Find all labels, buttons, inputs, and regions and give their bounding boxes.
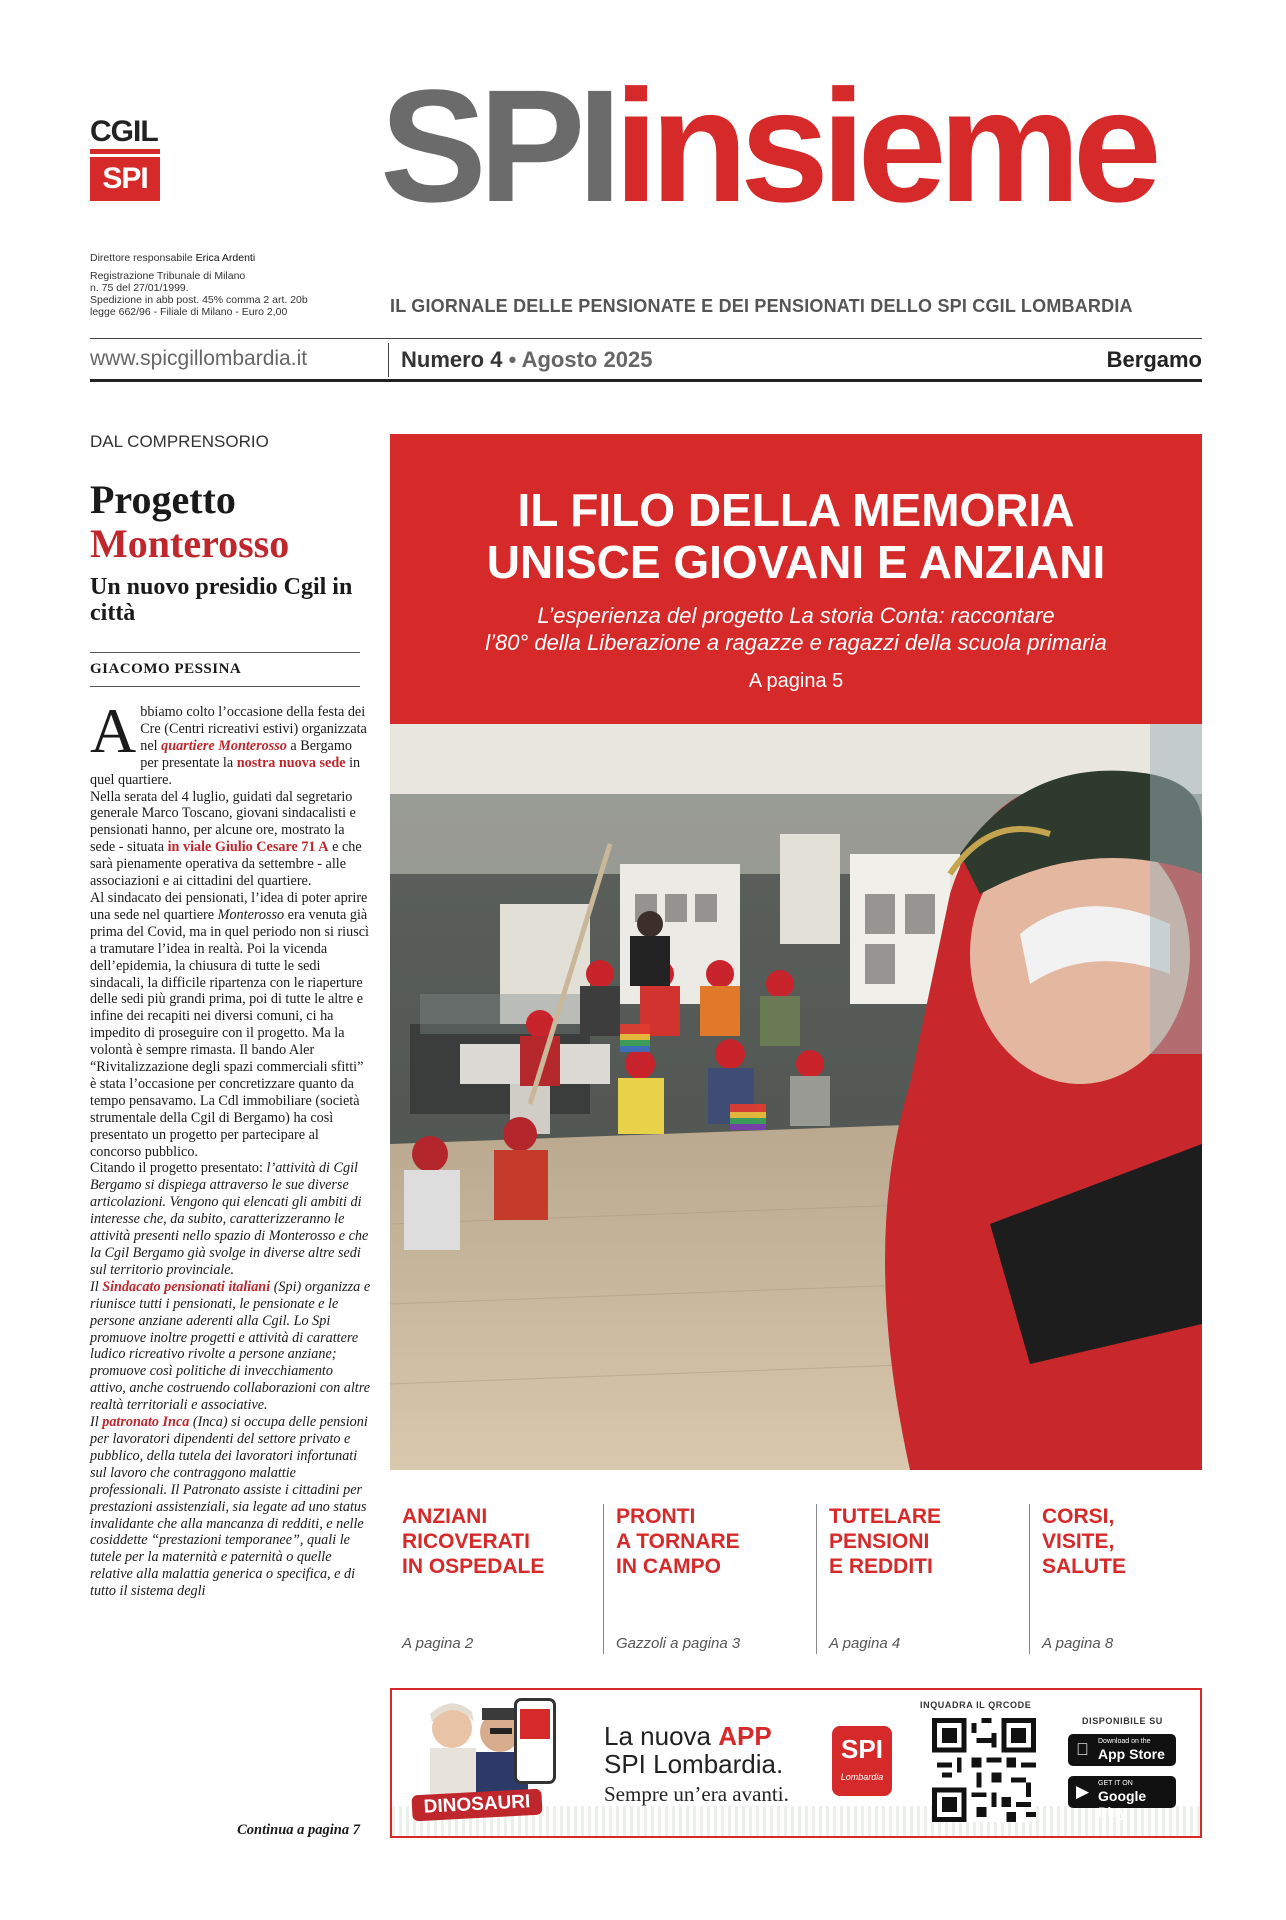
banner-slogan: Sempre un’era avanti. (604, 1782, 789, 1806)
teaser-row (390, 1504, 1202, 1654)
lead-title (390, 484, 1202, 588)
phone-screen (520, 1709, 550, 1739)
imprint (90, 252, 330, 318)
app-store-small: Download on the (1098, 1738, 1151, 1745)
imprint-line: legge 662/96 - Filiale di Milano - Euro 2,00 (90, 306, 288, 318)
play-icon: ▶ (1076, 1782, 1090, 1801)
teaser-page-ref: A pagina 2 (402, 1635, 474, 1652)
text-run: Al sindacato dei pensionati, l’idea di poter aprire una sede nel quartiere (90, 889, 368, 923)
teaser-title-line: ANZIANI (402, 1505, 488, 1528)
article-title-line1: Progetto (90, 477, 236, 522)
google-play-label: Google Play (1098, 1788, 1147, 1820)
teaser-item[interactable] (1029, 1504, 1232, 1654)
teaser-item[interactable] (816, 1504, 1019, 1654)
lead-story-box[interactable] (390, 434, 1202, 724)
banner-line1: La nuova (604, 1721, 719, 1751)
article-body (90, 695, 372, 1600)
masthead-title-spi: SPI (380, 56, 614, 235)
text-run: Citando il progetto presentato: (90, 1160, 267, 1177)
teaser-title-line: PRONTI (616, 1505, 696, 1528)
app-banner[interactable] (390, 1688, 1202, 1838)
teaser-page-ref: A pagina 4 (829, 1635, 901, 1652)
qr-label: INQUADRA IL QRCODE (920, 1700, 1032, 1710)
website-link[interactable]: www.spicgillombardia.it (90, 347, 308, 370)
issue-number: Numero 4 (401, 347, 503, 372)
highlight-link: patronato Inca (102, 1414, 190, 1431)
text-run-italic: (Spi) organizza e riunisce tutti i pensionati, le pensionate e le persone anziane aderenti alla Cgil. Lo Spi promuove inoltre progetti e attività di carattere ludico ricreativo rivolte a persone anziane; promuove così politiche di invecchiamento attivo, anche costruendo collaborazioni con altre realtà territoriali e associative. (90, 1278, 371, 1414)
article-subtitle: Un nuovo presidio Cgil in città (90, 574, 353, 626)
highlight-link: Sindacato pensionati italiani (102, 1278, 271, 1295)
lead-title-line: IL FILO DELLA MEMORIA (517, 484, 1075, 536)
teaser-page-ref: Gazzoli a pagina 3 (616, 1635, 741, 1652)
lead-deck (390, 602, 1202, 656)
phone-illustration (514, 1698, 556, 1784)
banner-line2: SPI Lombardia. (604, 1749, 784, 1779)
lead-deck-line: l’80° della Liberazione a ragazze e ragazzi della scuola primaria (485, 630, 1107, 655)
article-paragraph (90, 1414, 372, 1600)
teaser-title-line: PENSIONI (829, 1530, 930, 1553)
issue-info (388, 343, 652, 377)
text-run: era venuta già prima del Covid, ma in quel periodo non si riuscì a tramutare l’idea in realtà. Poi la vicenda dell’epidemia, la chiusura di tutte le sedi sindacali, la difficile ripartenza con le riaperture delle sedi più grandi prima, poi di tutte le altre e infine dei recapiti nei diversi comuni, ci ha impedito di proseguire con il progetto. Ma la volontà è sempre rimasta. Il bando Aler “Rivitalizzazione degli spazi commerciali sfitti” è stata l’occasione per concretizzare quanto da tempo pensavamo. La Cdl immobiliare (società strumentale della Cgil di Bergamo) ha così presentato un progetto per partecipare al concorso pubblico. (90, 906, 369, 1160)
qr-code[interactable] (932, 1718, 1036, 1822)
masthead-title-insieme: insieme (613, 56, 1154, 235)
director-label: Direttore responsabile (90, 252, 193, 264)
text-run-italic: Il (90, 1278, 103, 1295)
article-paragraph (90, 695, 372, 789)
issue-separator: • (508, 347, 517, 372)
imprint-line: Registrazione Tribunale di Milano (90, 270, 246, 282)
teaser-title-line: E REDDITI (829, 1555, 933, 1578)
lead-page-ref: A pagina 5 (748, 670, 844, 692)
text-run-italic: (Inca) si occupa delle pensioni per lavoratori dipendenti del settore privato e pubblico, della tutela dei lavoratori infortunati sul lavoro che contraggono malattie professionali. Il Patronato assiste i cittadini per prestazioni assistenziali, sia legate ad uno status invalidante che alla mancanza di redditi, e nelle cosiddette “prestazioni temporanee”, quali le tutele per la maternità e paternità o quelle relative alla malattia generica o specifica, e di tutto il sistema degli (90, 1414, 368, 1600)
article-paragraph (90, 1160, 372, 1278)
issue-bar (90, 338, 1202, 382)
lead-deck-line: L’esperienza del progetto La storia Conta: raccontare (537, 603, 1055, 628)
apple-icon (1076, 1740, 1089, 1760)
teaser-title (402, 1504, 593, 1579)
text-run-italic: Monterosso (217, 906, 285, 923)
imprint-line: Spedizione in abb post. 45% comma 2 art. 20b (90, 294, 308, 306)
teaser-item[interactable] (603, 1504, 806, 1654)
banner-app-word: APP (718, 1721, 772, 1751)
imprint-line: n. 75 del 27/01/1999. (90, 282, 189, 294)
available-on-label: DISPONIBILE SU (1082, 1716, 1163, 1726)
article-title (90, 478, 380, 566)
teaser-title-line: IN OSPEDALE (402, 1555, 545, 1578)
highlight-link: nostra nuova sede (236, 754, 346, 771)
logo-spi-text: SPI (90, 157, 160, 201)
teaser-title-line: CORSI, (1042, 1505, 1115, 1528)
edition-city: Bergamo (1106, 347, 1202, 372)
teaser-item[interactable] (390, 1504, 593, 1654)
museum-scene-image (390, 724, 1202, 1470)
teaser-title-line: A TORNARE (616, 1530, 740, 1553)
spi-lombardia-logo (832, 1726, 892, 1796)
teaser-title (829, 1504, 1019, 1579)
tagline: IL GIORNALE DELLE PENSIONATE E DEI PENSIONATI DELLO SPI CGIL LOMBARDIA (390, 296, 1133, 316)
teaser-title (616, 1504, 806, 1579)
spi-logo-text: SPI (841, 1734, 883, 1764)
teaser-title-line: TUTELARE (829, 1505, 941, 1528)
highlight-link: quartiere Monterosso (161, 737, 287, 754)
article-paragraph (90, 890, 372, 1161)
lead-title-line: UNISCE GIOVANI E ANZIANI (486, 536, 1106, 588)
dropcap: A (90, 695, 137, 766)
lead-photo (390, 724, 1202, 1470)
text-run: a Bergamo per presentate la (140, 737, 352, 771)
director-line (90, 252, 330, 264)
teaser-title (1042, 1504, 1232, 1579)
spi-logo-sub: Lombardia (840, 1772, 884, 1782)
text-run: bbiamo colto l’occasione della festa dei Cre (Centri ricreativi estivi) organizzata nel (140, 704, 367, 754)
app-store-button[interactable] (1068, 1734, 1176, 1766)
banner-text (604, 1722, 789, 1808)
article-paragraph (90, 1279, 372, 1414)
google-play-button[interactable] (1068, 1776, 1176, 1820)
article-byline: GIACOMO PESSINA (90, 652, 360, 687)
teaser-page-ref: A pagina 8 (1042, 1635, 1114, 1652)
masthead-title (380, 56, 1154, 235)
teaser-title-line: SALUTE (1042, 1555, 1126, 1578)
app-store-label: App Store (1098, 1746, 1165, 1762)
issue-date: Agosto 2025 (521, 347, 653, 372)
text-run-italic: l’attività di Cgil Bergamo si dispiega attraverso le sue diverse articolazioni. Vengono qui elencati gli ambiti di interesse che, da subito, caratterizzeranno le attività presenti nello spazio di Monterosso e che la Cgil Bergamo già svolge in diverse altre sedi sul territorio provinciale. (90, 1160, 369, 1278)
dinosauri-badge: DINOSAURI (411, 1789, 542, 1822)
text-run: e che sarà pienamente operativa da settembre - alle associazioni e ai cittadini del quartiere. (90, 839, 362, 890)
logo-cgil-text: CGIL (90, 115, 158, 148)
director-name: Erica Ardenti (195, 252, 256, 264)
text-run-italic: Il (90, 1414, 103, 1431)
text-run: Nella serata del 4 luglio, guidati dal segretario generale Marco Toscano, giovani sindacalisti e pensionati hanno, per alcune ore, mostrato la sede - situata (90, 788, 356, 856)
highlight-link: in viale Giulio Cesare 71 A (167, 839, 329, 856)
teaser-title-line: VISITE, (1042, 1530, 1115, 1553)
teaser-title-line: IN CAMPO (616, 1555, 721, 1578)
article-kicker: DAL COMPRENSORIO (90, 432, 269, 451)
article-title-line2: Monterosso (90, 521, 290, 566)
logo-rule (90, 149, 160, 154)
continue-link[interactable]: Continua a pagina 7 (237, 1822, 360, 1838)
teaser-title-line: RICOVERATI (402, 1530, 530, 1553)
cgil-spi-logo (90, 115, 162, 201)
article-paragraph (90, 789, 372, 890)
google-play-small: GET IT ON (1098, 1780, 1133, 1787)
text-run: in quel quartiere. (90, 754, 361, 788)
